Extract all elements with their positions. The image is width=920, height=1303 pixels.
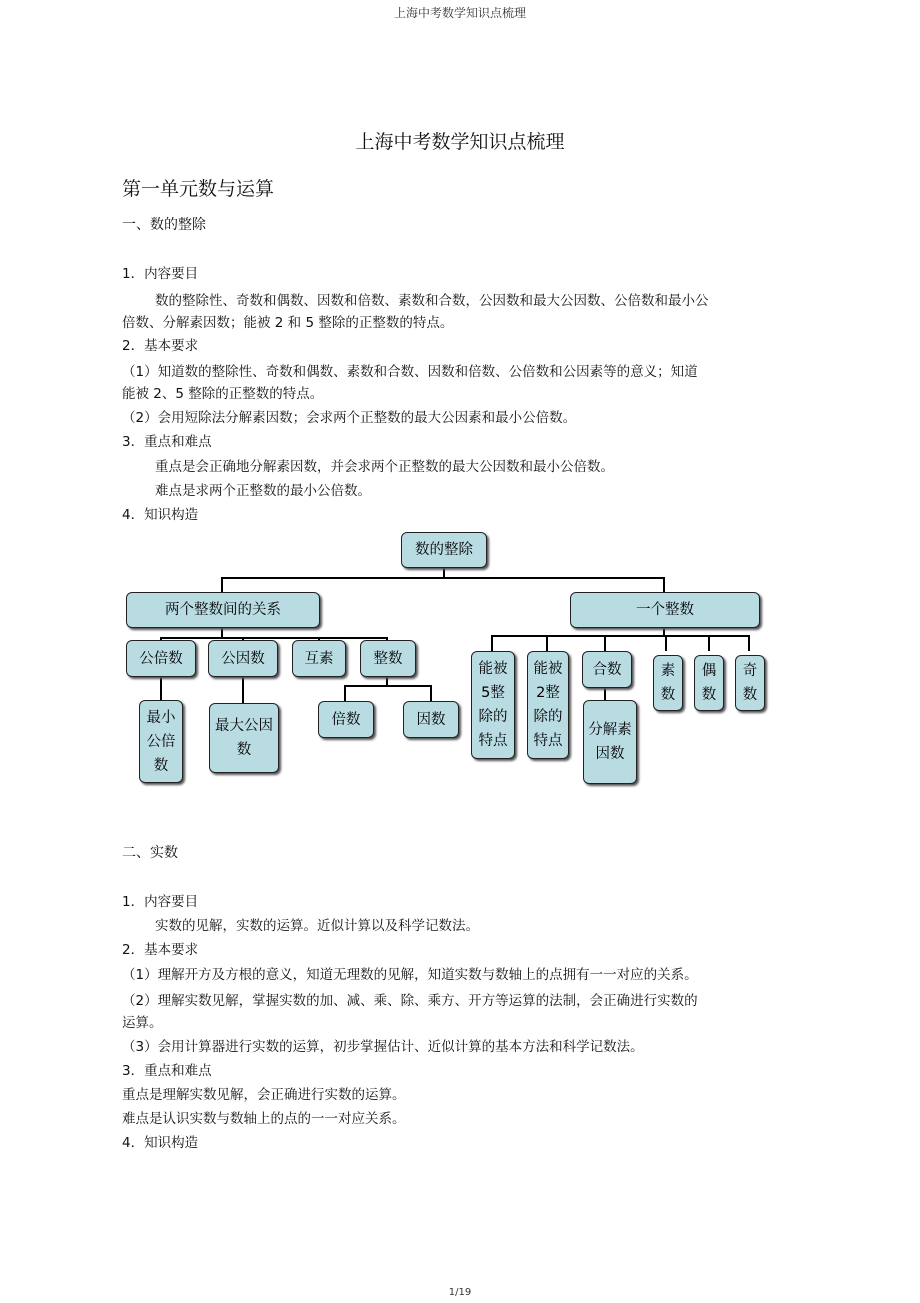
paragraph-line: 重点是理解实数见解，会正确进行实数的运算。 bbox=[122, 1087, 406, 1103]
subsection-keypoints-title: 3．重点和难点 bbox=[122, 434, 212, 450]
diagram-node-gcd: 最大公因数 bbox=[209, 703, 279, 773]
diagram-node-coprime: 互素 bbox=[292, 640, 346, 677]
paragraph-line: 难点是求两个正整数的最小公倍数。 bbox=[155, 483, 371, 499]
paragraph-line: 重点是会正确地分解素因数，并会求两个正整数的最大公因数和最小公倍数。 bbox=[155, 459, 614, 475]
diagram-node-common-multiple: 公倍数 bbox=[126, 640, 196, 677]
diagram-node-integer: 整数 bbox=[360, 640, 416, 677]
diagram-node-root: 数的整除 bbox=[401, 532, 487, 568]
diagram-node-prime: 素数 bbox=[653, 655, 683, 711]
diagram-node-multiple: 倍数 bbox=[318, 701, 374, 738]
diagram-node-prime-factorization: 分解素因数 bbox=[583, 700, 637, 784]
paragraph-line: 倍数、分解素因数；能被 2 和 5 整除的正整数的特点。 bbox=[122, 315, 454, 331]
diagram-node-lcm: 最小公倍数 bbox=[139, 700, 183, 783]
paragraph-line: （3）会用计算器进行实数的运算，初步掌握估计、近似计算的基本方法和科学记数法。 bbox=[122, 1039, 644, 1055]
subsection-content-title: 1．内容要目 bbox=[122, 266, 199, 282]
paragraph-line: 能被 2、5 整除的正整数的特点。 bbox=[122, 386, 324, 402]
page-number: 1/19 bbox=[448, 1287, 472, 1298]
unit-title: 第一单元数与运算 bbox=[122, 178, 275, 200]
diagram-node-even: 偶数 bbox=[694, 655, 724, 711]
subsection-structure-title: 4．知识构造 bbox=[122, 507, 199, 523]
paragraph-line: 实数的见解，实数的运算。近似计算以及科学记数法。 bbox=[155, 918, 479, 934]
subsection-requirements-title: 2．基本要求 bbox=[122, 942, 199, 958]
diagram-node-divisible-by-5: 能被5整除的特点 bbox=[471, 651, 515, 759]
diagram-node-divisible-by-2: 能被2整除的特点 bbox=[527, 651, 569, 759]
diagram-node-factor: 因数 bbox=[403, 701, 459, 738]
document-title: 上海中考数学知识点梳理 bbox=[355, 131, 565, 153]
page-header-title: 上海中考数学知识点梳理 bbox=[393, 6, 526, 20]
section-heading-divisibility: 一、数的整除 bbox=[122, 217, 206, 233]
paragraph-line: （2）理解实数见解，掌握实数的加、减、乘、除、乘方、开方等运算的法制，会正确进行实数的 bbox=[122, 993, 698, 1009]
paragraph-line: （2）会用短除法分解素因数；会求两个正整数的最大公因素和最小公倍数。 bbox=[122, 410, 577, 426]
section-heading-real-numbers: 二、实数 bbox=[122, 845, 178, 861]
paragraph-line: （1）理解开方及方根的意义，知道无理数的见解，知道实数与数轴上的点拥有一一对应的关系。 bbox=[122, 967, 698, 983]
subsection-content-title: 1．内容要目 bbox=[122, 894, 199, 910]
subsection-structure-title: 4．知识构造 bbox=[122, 1135, 199, 1151]
diagram-node-odd: 奇数 bbox=[735, 655, 765, 711]
paragraph-line: （1）知道数的整除性、奇数和偶数、素数和合数、因数和倍数、公倍数和公因素等的意义；知道 bbox=[122, 364, 698, 380]
paragraph-line: 数的整除性、奇数和偶数、因数和倍数、素数和合数，公因数和最大公因数、公倍数和最小公 bbox=[155, 293, 709, 309]
diagram-node-single-integer: 一个整数 bbox=[570, 592, 760, 628]
diagram-node-composite: 合数 bbox=[582, 651, 632, 688]
diagram-node-two-integers-relation: 两个整数间的关系 bbox=[126, 592, 320, 628]
paragraph-line: 难点是认识实数与数轴上的点的一一对应关系。 bbox=[122, 1111, 406, 1127]
paragraph-line: 运算。 bbox=[122, 1015, 163, 1031]
subsection-keypoints-title: 3．重点和难点 bbox=[122, 1063, 212, 1079]
diagram-node-common-factor: 公因数 bbox=[208, 640, 278, 677]
subsection-requirements-title: 2．基本要求 bbox=[122, 338, 199, 354]
